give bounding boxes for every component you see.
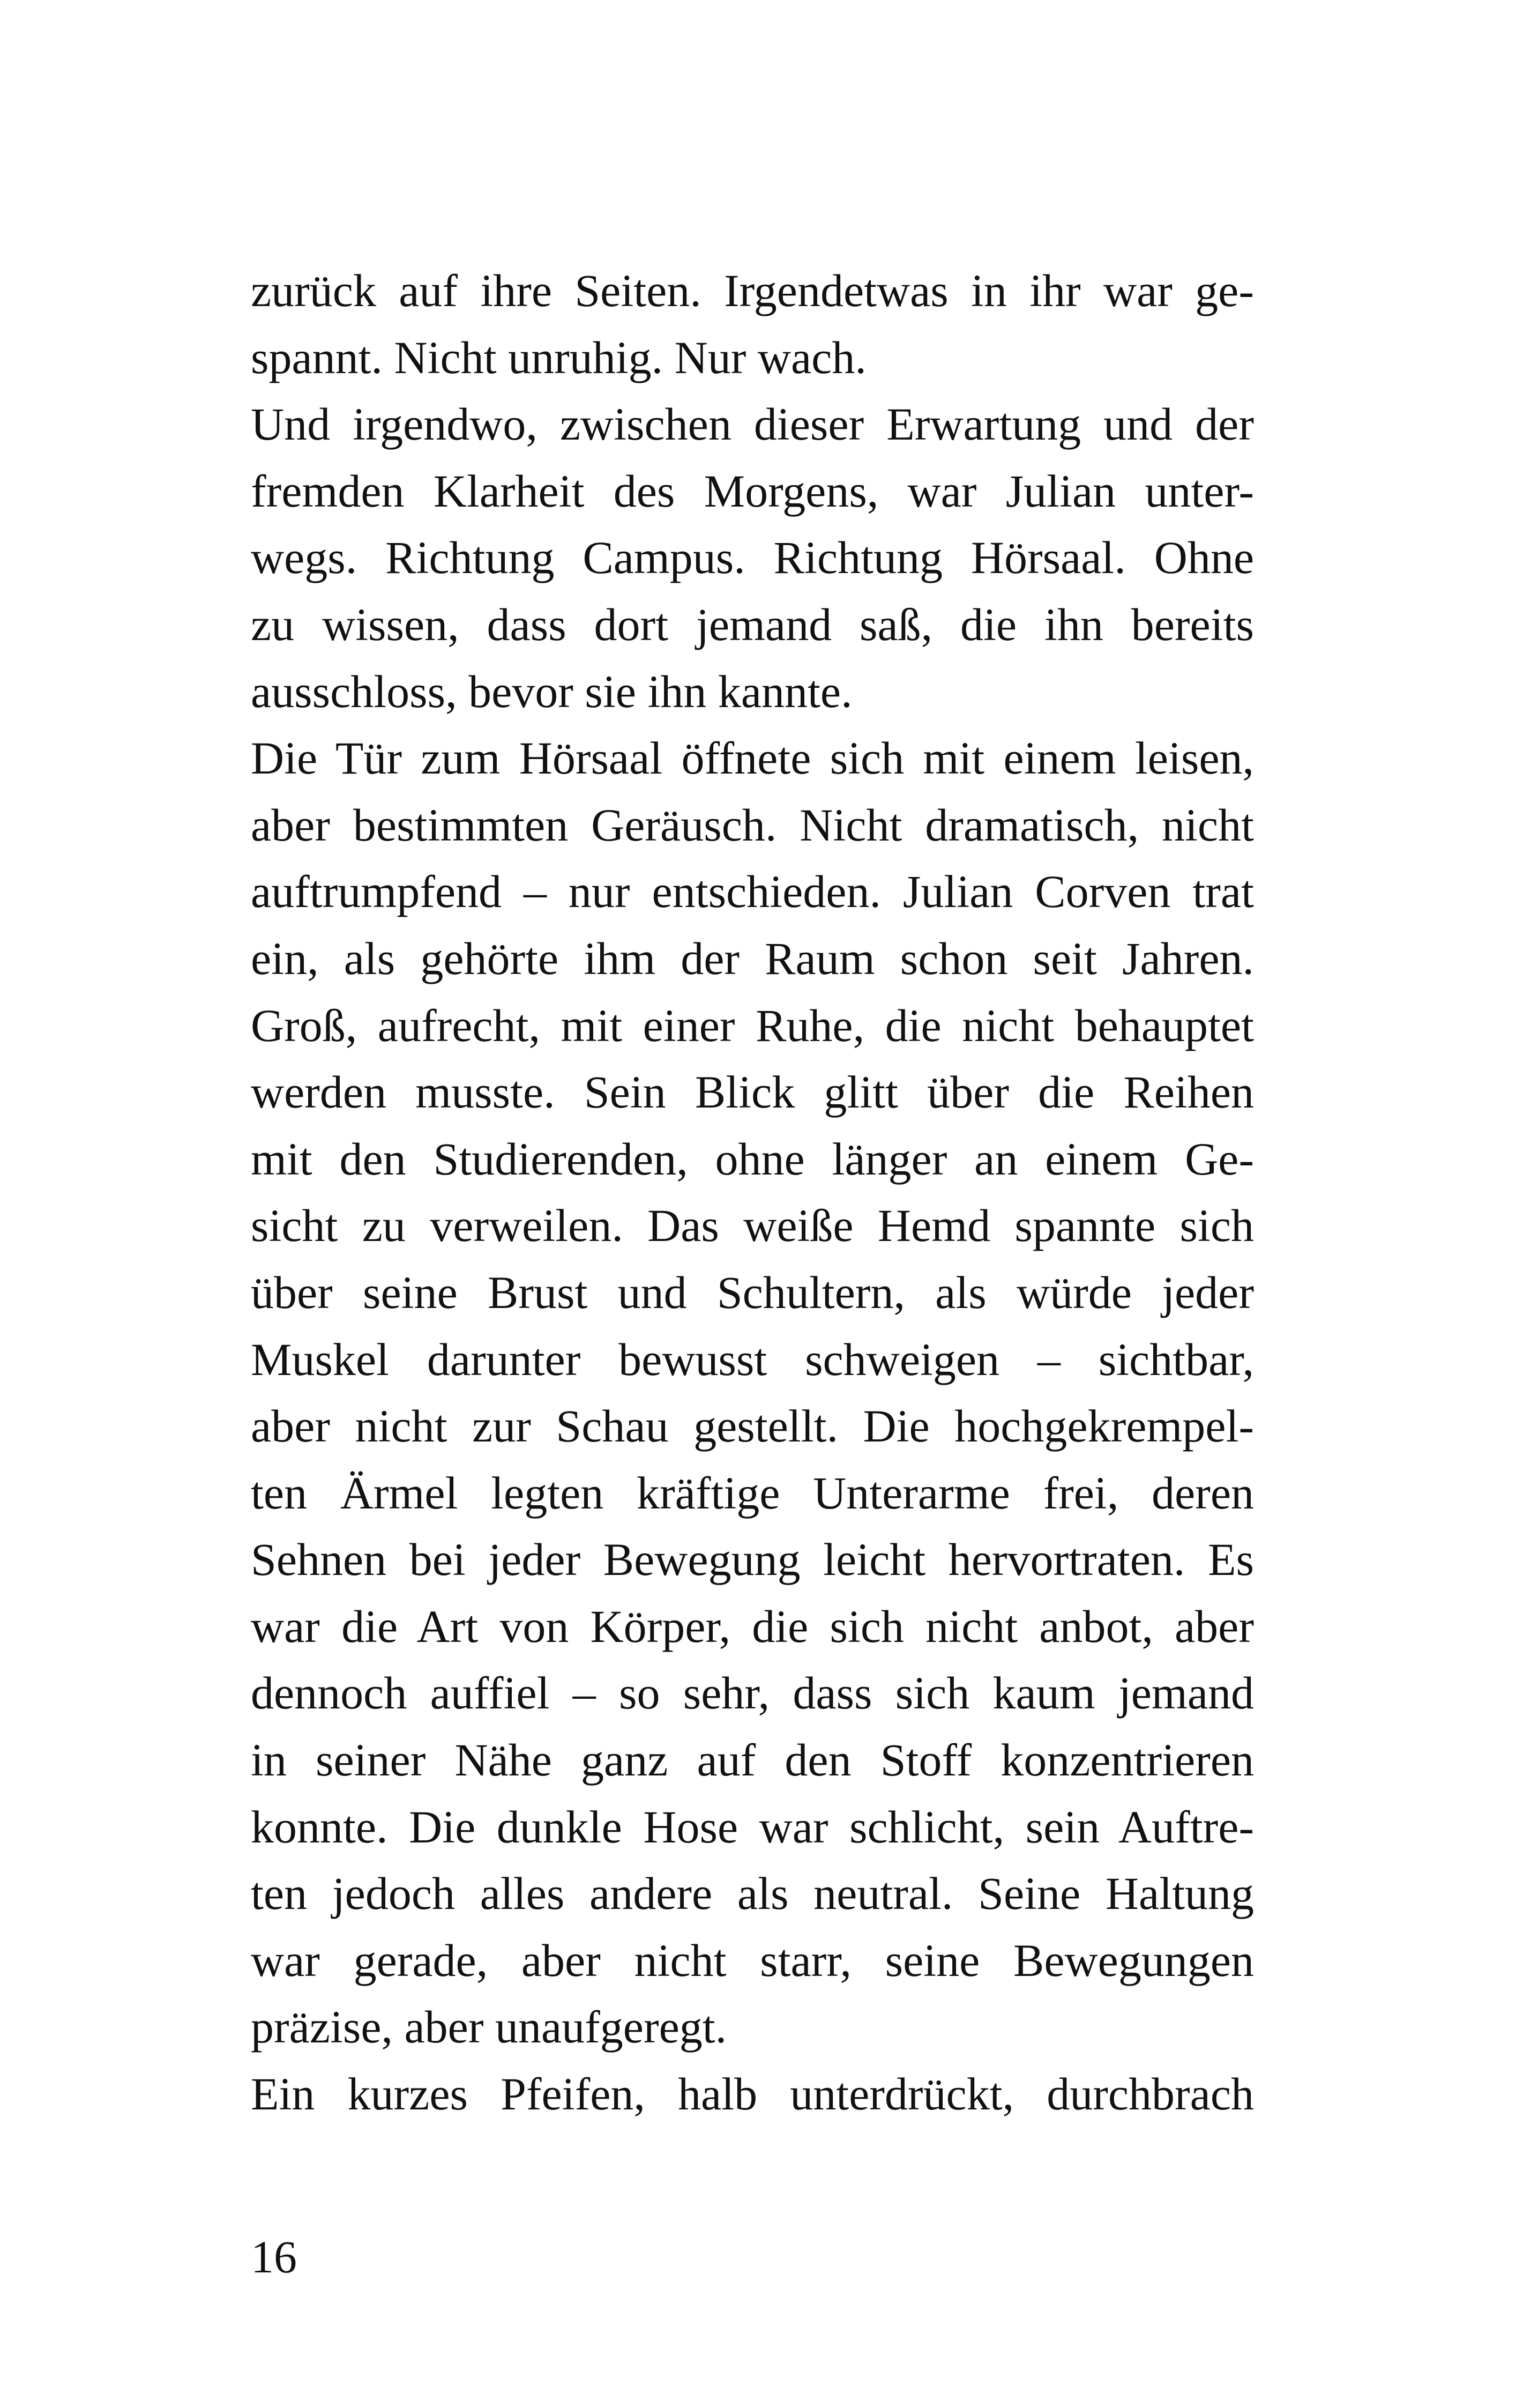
text-line: ten jedoch alles andere als neutral. Seine Haltung [251,1868,1254,1920]
text-line: fremden Klarheit des Morgens, war Julian unter- [251,465,1254,517]
text-line: war die Art von Körper, die sich nicht anbot, aber [251,1600,1254,1652]
text-line: zurück auf ihre Seiten. Irgendetwas in ihr war ge- [251,265,1254,316]
text-line: spannt. Nicht unruhig. Nur wach. [251,331,867,383]
text-line: in seiner Nähe ganz auf den Stoff konzentrieren [251,1734,1254,1786]
text-line: präzise, aber unaufgeregt. [251,2001,727,2053]
text-line: über seine Brust und Schultern, als würde jeder [251,1266,1254,1318]
text-line: auftrumpfend – nur entschieden. Julian Corven trat [251,866,1254,918]
text-line: Groß, aufrecht, mit einer Ruhe, die nicht behauptet [251,999,1254,1051]
text-line: werden musste. Sein Blick glitt über die Reihen [251,1066,1254,1118]
text-line: ein, als gehörte ihm der Raum schon seit Jahren. [251,932,1254,984]
text-line: war gerade, aber nicht starr, seine Bewegungen [251,1934,1254,1986]
text-line: Sehnen bei jeder Bewegung leicht hervortraten. Es [251,1534,1254,1586]
text-line: wegs. Richtung Campus. Richtung Hörsaal. Ohne [251,532,1254,584]
body-text [251,257,1254,2128]
text-line: sicht zu verweilen. Das weiße Hemd spannte sich [251,1200,1254,1252]
text-line: Muskel darunter bewusst schweigen – sichtbar, [251,1333,1254,1385]
text-line: ausschloss, bevor sie ihn kannte. [251,665,853,717]
text-line: Und irgendwo, zwischen dieser Erwartung und der [251,398,1254,450]
page-number: 16 [251,2231,297,2283]
text-line: aber nicht zur Schau gestellt. Die hochgekrempel- [251,1400,1254,1452]
text-line: zu wissen, dass dort jemand saß, die ihn bereits [251,598,1254,650]
text-line: Die Tür zum Hörsaal öffnete sich mit einem leisen, [251,732,1254,784]
text-line: dennoch auffiel – so sehr, dass sich kaum jemand [251,1667,1254,1719]
text-line: Ein kurzes Pfeifen, halb unterdrückt, durchbrach [251,2068,1254,2120]
text-line: aber bestimmten Geräusch. Nicht dramatisch, nicht [251,799,1254,851]
text-line: konnte. Die dunkle Hose war schlicht, sein Auftre- [251,1801,1254,1853]
text-line: ten Ärmel legten kräftige Unterarme frei, deren [251,1467,1254,1519]
text-line: mit den Studierenden, ohne länger an einem Ge- [251,1133,1254,1185]
